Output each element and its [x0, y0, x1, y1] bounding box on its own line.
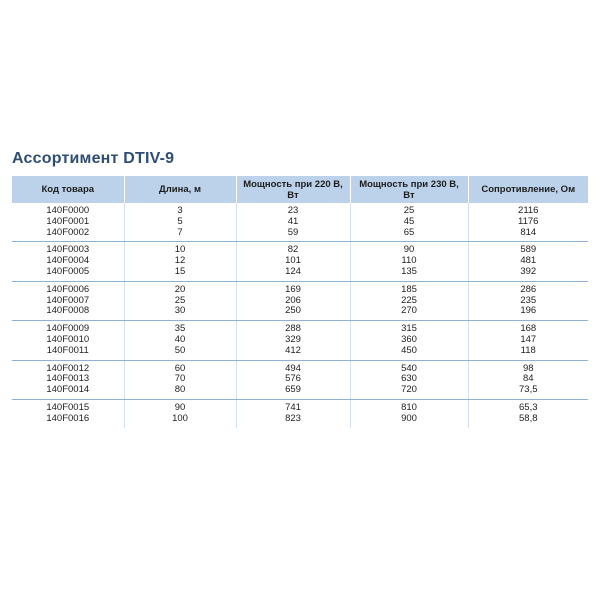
- cell-product-code: 140F0005: [12, 267, 124, 281]
- cell-length: 35: [124, 321, 236, 335]
- header-power-220: Мощность при 220 В, Вт: [236, 176, 350, 203]
- table-row: [12, 267, 588, 281]
- table-row: [12, 414, 588, 428]
- cell-power-230: 360: [350, 335, 468, 346]
- cell-power-230: 185: [350, 281, 468, 295]
- cell-power-230: 540: [350, 360, 468, 374]
- cell-length: 20: [124, 281, 236, 295]
- cell-resistance: 392: [468, 267, 588, 281]
- cell-product-code: 140F0015: [46, 401, 90, 413]
- cell-product-code: 140F0012: [46, 362, 90, 374]
- cell-resistance: 98: [468, 360, 588, 374]
- cell-power-220: 101: [236, 256, 350, 267]
- cell-power-230: 630: [350, 374, 468, 385]
- cell-resistance: 589: [468, 242, 588, 256]
- cell-length: 12: [124, 256, 236, 267]
- table-row: [12, 306, 588, 320]
- cell-product-code: 140F0009: [46, 323, 90, 335]
- cell-product-code: 140F0013: [46, 373, 90, 385]
- cell-resistance: 481: [468, 256, 588, 267]
- cell-length: 15: [124, 267, 236, 281]
- header-length: Длина, м: [124, 176, 236, 203]
- cell-product-code: 140F0008: [12, 306, 124, 320]
- cell-power-220: 250: [236, 306, 350, 320]
- cell-power-220: 329: [236, 335, 350, 346]
- cell-product-code: 140F0016: [46, 412, 90, 424]
- cell-power-230: 90: [350, 242, 468, 256]
- cell-product-code: 140F0004: [46, 255, 90, 267]
- cell-product-code: 140F0010: [46, 333, 90, 345]
- page-title: Ассортимент DTIV-9: [12, 150, 175, 167]
- cell-power-220: 823: [236, 414, 350, 428]
- table-row: [12, 217, 588, 228]
- cell-power-220: 494: [236, 360, 350, 374]
- table-row: [12, 399, 588, 413]
- cell-length: 30: [124, 306, 236, 320]
- cell-length: 5: [124, 217, 236, 228]
- table-row: [12, 242, 588, 256]
- cell-length: 80: [124, 385, 236, 399]
- cell-length: 25: [124, 296, 236, 307]
- cell-product-code: 140F0000: [46, 205, 90, 216]
- cell-power-230: 900: [350, 414, 468, 428]
- cell-resistance: 2116: [468, 203, 588, 217]
- cell-length: 50: [124, 346, 236, 360]
- cell-product-code: 140F0002: [12, 228, 124, 242]
- cell-power-220: 659: [236, 385, 350, 399]
- table-row: [12, 346, 588, 360]
- cell-power-220: 741: [236, 399, 350, 413]
- cell-power-220: 124: [236, 267, 350, 281]
- cell-power-230: 110: [350, 256, 468, 267]
- cell-product-code: 140F0001: [46, 215, 90, 227]
- cell-power-230: 720: [350, 385, 468, 399]
- cell-power-220: 23: [236, 203, 350, 217]
- cell-product-code: 140F0011: [12, 346, 124, 360]
- cell-product-code: 140F0003: [46, 244, 90, 256]
- table-row: [12, 385, 588, 399]
- cell-length: 70: [124, 374, 236, 385]
- cell-power-220: 59: [236, 228, 350, 242]
- cell-resistance: 235: [468, 296, 588, 307]
- cell-power-230: 270: [350, 306, 468, 320]
- cell-resistance: 1176: [468, 217, 588, 228]
- cell-length: 40: [124, 335, 236, 346]
- table-row: [12, 228, 588, 242]
- cell-resistance: 58,8: [468, 414, 588, 428]
- cell-power-220: 169: [236, 281, 350, 295]
- cell-resistance: 65,3: [468, 399, 588, 413]
- assortment-table: [12, 176, 588, 428]
- cell-power-230: 225: [350, 296, 468, 307]
- table-header-row: [12, 176, 588, 203]
- cell-length: 7: [124, 228, 236, 242]
- cell-resistance: 286: [468, 281, 588, 295]
- cell-resistance: 168: [468, 321, 588, 335]
- table-header: [12, 176, 588, 203]
- cell-power-220: 41: [236, 217, 350, 228]
- cell-power-230: 315: [350, 321, 468, 335]
- header-power-230: Мощность при 230 В, Вт: [350, 176, 468, 203]
- cell-power-220: 288: [236, 321, 350, 335]
- assortment-table-container: [12, 176, 588, 428]
- cell-length: 10: [124, 242, 236, 256]
- cell-length: 90: [124, 399, 236, 413]
- cell-power-230: 25: [350, 203, 468, 217]
- cell-power-230: 810: [350, 399, 468, 413]
- cell-resistance: 196: [468, 306, 588, 320]
- cell-resistance: 84: [468, 374, 588, 385]
- cell-product-code: 140F0006: [46, 283, 90, 295]
- cell-power-220: 412: [236, 346, 350, 360]
- cell-power-230: 450: [350, 346, 468, 360]
- cell-resistance: 814: [468, 228, 588, 242]
- cell-power-220: 576: [236, 374, 350, 385]
- cell-power-230: 135: [350, 267, 468, 281]
- cell-resistance: 147: [468, 335, 588, 346]
- cell-length: 60: [124, 360, 236, 374]
- cell-product-code: 140F0014: [12, 385, 124, 399]
- cell-power-220: 206: [236, 296, 350, 307]
- cell-power-230: 65: [350, 228, 468, 242]
- cell-power-220: 82: [236, 242, 350, 256]
- table-row: [12, 281, 588, 295]
- cell-length: 100: [124, 414, 236, 428]
- table-row: [12, 360, 588, 374]
- cell-resistance: 73,5: [468, 385, 588, 399]
- cell-resistance: 118: [468, 346, 588, 360]
- header-resistance: Сопротивление, Ом: [468, 176, 588, 203]
- cell-length: 3: [124, 203, 236, 217]
- header-product-code: Код товара: [12, 176, 124, 203]
- cell-power-230: 45: [350, 217, 468, 228]
- table-row: [12, 321, 588, 335]
- cell-product-code: 140F0007: [46, 294, 90, 306]
- table-body: [12, 203, 588, 428]
- table-row: [12, 203, 588, 217]
